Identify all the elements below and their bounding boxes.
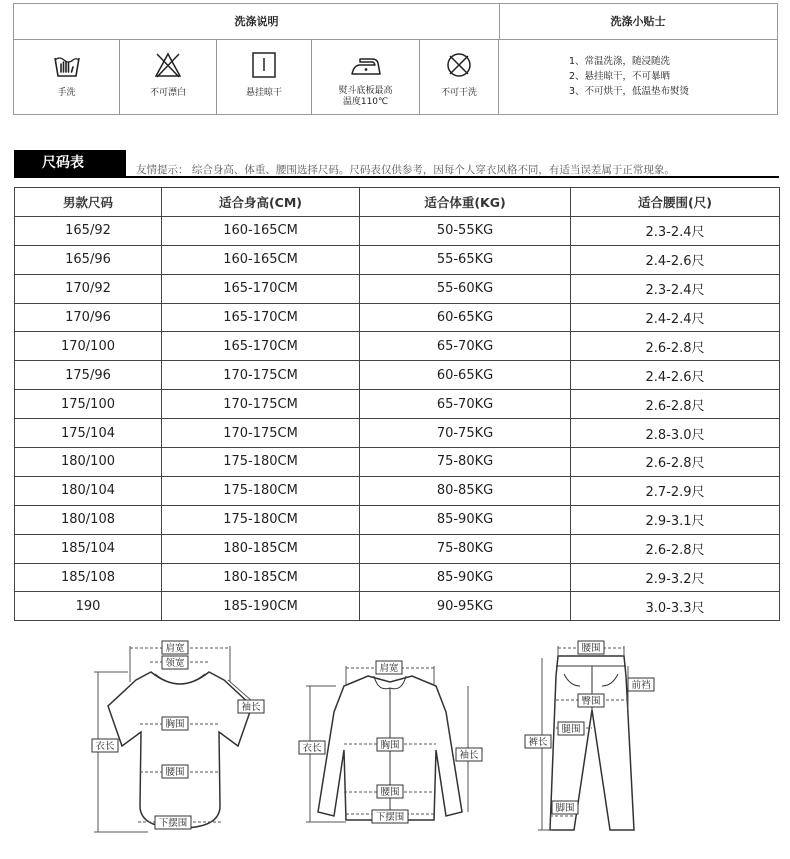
pants-leg-label: 脚围: [555, 803, 575, 814]
cell-weight: 65-70KG: [360, 332, 571, 361]
care-label-line2: 温度110℃: [342, 97, 389, 107]
cell-size: 185/108: [15, 563, 162, 592]
header-size: 男款尺码: [15, 188, 162, 217]
size-table-header: [15, 188, 780, 217]
table-row: [15, 448, 780, 477]
cell-height: 170-175CM: [162, 361, 360, 390]
care-iron: [312, 40, 420, 114]
cell-waist: 2.7-2.9尺: [571, 476, 780, 505]
size-chart-title: 尺码表: [14, 150, 126, 176]
cell-size: 175/104: [15, 419, 162, 448]
cell-size: 175/100: [15, 390, 162, 419]
table-row: [15, 592, 780, 621]
cell-weight: 55-65KG: [360, 245, 571, 274]
table-row: [15, 390, 780, 419]
cell-size: 170/96: [15, 303, 162, 332]
cell-size: 180/108: [15, 505, 162, 534]
cell-weight: 60-65KG: [360, 303, 571, 332]
tshirt-waist-label: 腰围: [165, 767, 185, 778]
care-label: 不可干洗: [440, 88, 477, 98]
table-row: [15, 505, 780, 534]
pants-length-label: 裤长: [528, 737, 548, 748]
cell-waist: 2.9-3.2尺: [571, 563, 780, 592]
cell-weight: 85-90KG: [360, 563, 571, 592]
cell-height: 180-185CM: [162, 534, 360, 563]
cell-height: 165-170CM: [162, 303, 360, 332]
care-no-dry-clean: [420, 40, 499, 114]
cell-waist: 2.6-2.8尺: [571, 332, 780, 361]
cell-waist: 2.3-2.4尺: [571, 274, 780, 303]
care-tips-title: 洗涤小贴士: [610, 15, 666, 28]
table-row: [15, 419, 780, 448]
cell-weight: 70-75KG: [360, 419, 571, 448]
cell-height: 175-180CM: [162, 448, 360, 477]
care-hand-wash: [14, 40, 120, 114]
shirt-hem-label: 下摆围: [375, 812, 405, 823]
table-row: [15, 274, 780, 303]
pants-hip-label: 臀围: [581, 696, 601, 707]
tshirt-sleeve-label: 袖长: [241, 702, 261, 713]
cell-waist: 2.3-2.4尺: [571, 216, 780, 245]
cell-size: 165/92: [15, 216, 162, 245]
hang-dry-icon: [249, 50, 279, 80]
table-row: [15, 332, 780, 361]
care-tips: [499, 40, 777, 114]
cell-height: 170-175CM: [162, 390, 360, 419]
cell-height: 175-180CM: [162, 476, 360, 505]
cell-height: 160-165CM: [162, 216, 360, 245]
table-row: [15, 361, 780, 390]
cell-height: 165-170CM: [162, 274, 360, 303]
cell-waist: 2.4-2.6尺: [571, 361, 780, 390]
cell-weight: 85-90KG: [360, 505, 571, 534]
care-label: 悬挂晾干: [245, 88, 282, 98]
care-header: [14, 4, 777, 40]
care-hang-dry: [217, 40, 312, 114]
cell-waist: 2.6-2.8尺: [571, 534, 780, 563]
table-row: [15, 216, 780, 245]
table-row: [15, 245, 780, 274]
care-label-line1: 熨斗底板最高: [338, 86, 393, 96]
cell-waist: 2.6-2.8尺: [571, 390, 780, 419]
cell-waist: 2.4-2.6尺: [571, 245, 780, 274]
cell-size: 180/104: [15, 476, 162, 505]
care-label: 手洗: [57, 88, 76, 98]
cell-weight: 65-70KG: [360, 390, 571, 419]
size-notice: 友情提示： 综合身高、体重、腰围选择尺码。尺码表仅供参考，因每个人穿衣风格不同，有适当误差属于正常现象。: [136, 164, 675, 176]
no-bleach-icon: [153, 50, 183, 80]
table-row: [15, 563, 780, 592]
care-instructions-title: 洗涤说明: [14, 4, 500, 39]
cell-weight: 90-95KG: [360, 592, 571, 621]
cell-weight: 50-55KG: [360, 216, 571, 245]
cell-size: 185/104: [15, 534, 162, 563]
cell-size: 180/100: [15, 448, 162, 477]
iron-icon: [348, 50, 384, 80]
cell-waist: 2.6-2.8尺: [571, 448, 780, 477]
tshirt-chest-label: 胸围: [165, 719, 185, 730]
table-row: [15, 476, 780, 505]
cell-weight: 75-80KG: [360, 448, 571, 477]
cell-size: 170/100: [15, 332, 162, 361]
cell-size: 175/96: [15, 361, 162, 390]
care-panel: [13, 3, 778, 115]
cell-weight: 80-85KG: [360, 476, 571, 505]
pants-rise-label: 前裆: [631, 680, 651, 691]
cell-height: 175-180CM: [162, 505, 360, 534]
no-dry-clean-icon: [444, 50, 474, 80]
pants-waist-label: 腰围: [581, 643, 601, 654]
cell-height: 170-175CM: [162, 419, 360, 448]
shirt-diagram: [296, 652, 488, 832]
care-label: 不可漂白: [149, 88, 186, 98]
care-tip: 1、常温洗涤，随浸随洗: [569, 56, 671, 67]
tshirt-shoulder-label: 肩宽: [165, 643, 185, 654]
pants-diagram: [518, 636, 668, 836]
header-height: 适合身高(CM): [162, 188, 360, 217]
shirt-length-label: 衣长: [302, 743, 322, 754]
shirt-shoulder-label: 肩宽: [379, 663, 399, 674]
cell-waist: 3.0-3.3尺: [571, 592, 780, 621]
pants-thigh-label: 腿围: [561, 724, 581, 735]
header-waist: 适合腰围(尺): [571, 188, 780, 217]
care-label: [312, 86, 419, 108]
cell-size: 190: [15, 592, 162, 621]
shirt-waist-label: 腰围: [380, 787, 400, 798]
cell-waist: 2.4-2.4尺: [571, 303, 780, 332]
cell-height: 160-165CM: [162, 245, 360, 274]
tshirt-diagram: [88, 636, 278, 836]
shirt-chest-label: 胸围: [380, 740, 400, 751]
tshirt-hem-label: 下摆围: [158, 818, 188, 829]
tshirt-length-label: 衣长: [95, 741, 115, 752]
cell-waist: 2.8-3.0尺: [571, 419, 780, 448]
cell-weight: 55-60KG: [360, 274, 571, 303]
care-tip: 3、不可烘干，低温垫布熨烫: [569, 86, 690, 97]
cell-size: 165/96: [15, 245, 162, 274]
cell-waist: 2.9-3.1尺: [571, 505, 780, 534]
hand-wash-icon: [52, 50, 82, 80]
care-tip: 2、悬挂晾干，不可暴晒: [569, 71, 671, 82]
header-weight: 适合体重(KG): [360, 188, 571, 217]
shirt-sleeve-label: 袖长: [459, 750, 479, 761]
table-row: [15, 534, 780, 563]
cell-height: 180-185CM: [162, 563, 360, 592]
table-row: [15, 303, 780, 332]
cell-size: 170/92: [15, 274, 162, 303]
tshirt-collar-label: 领宽: [165, 658, 185, 669]
cell-height: 165-170CM: [162, 332, 360, 361]
size-table: [14, 187, 780, 621]
cell-weight: 60-65KG: [360, 361, 571, 390]
cell-weight: 75-80KG: [360, 534, 571, 563]
cell-height: 185-190CM: [162, 592, 360, 621]
care-no-bleach: [120, 40, 217, 114]
